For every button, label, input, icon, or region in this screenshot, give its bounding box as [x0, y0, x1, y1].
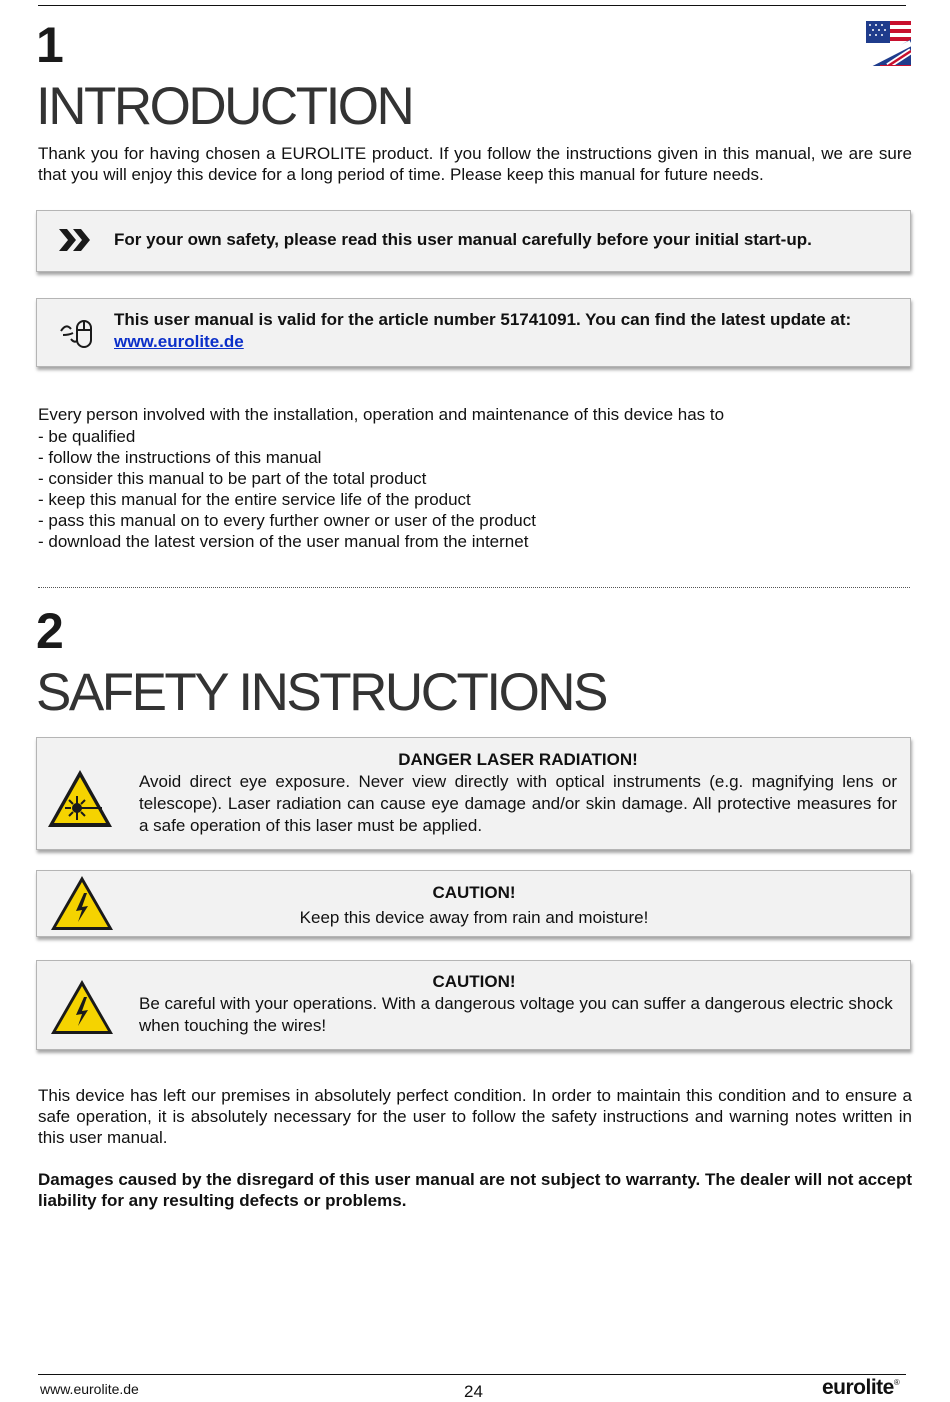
mouse-hand-icon — [57, 313, 97, 353]
section-1-title: INTRODUCTION — [36, 77, 413, 136]
double-chevron-icon — [59, 229, 93, 251]
high-voltage-warning-icon — [50, 979, 114, 1035]
warranty-paragraph: Damages caused by the disregard of this user manual are not subject to warranty. The dealer will not accept liability for any resulting defects or problems. — [38, 1170, 912, 1210]
brand-name: eurolite — [822, 1376, 894, 1399]
caution-moisture-box — [36, 870, 911, 937]
laser-danger-box — [36, 737, 911, 850]
caution-moisture-text: Keep this device away from rain and moisture! — [299, 908, 649, 927]
persons-list — [38, 426, 912, 552]
footer-rule — [38, 1374, 906, 1375]
section-divider — [38, 587, 910, 588]
section-2-title: SAFETY INSTRUCTIONS — [36, 663, 606, 722]
list-item: - follow the instructions of this manual — [38, 448, 322, 467]
caution-voltage-text: Be careful with your operations. With a dangerous voltage you can suffer a dangerous electric shock when touching the wires! — [139, 994, 893, 1035]
manual-notice-box — [36, 298, 911, 367]
laser-danger-text: Avoid direct eye exposure. Never view directly with optical instruments (e.g. magnifying lens or telescope). Laser radiation can cause eye damage and/or skin damage. All protective measures for a safe operation of this laser must be applied. — [139, 772, 897, 835]
list-item: - download the latest version of the user manual from the internet — [38, 532, 529, 551]
manual-notice-sentence: This user manual is valid for the article number 51741091. You can find the latest update at: — [114, 310, 852, 329]
manual-notice-text — [114, 309, 894, 353]
footer-website: www.eurolite.de — [40, 1381, 139, 1397]
list-item: - be qualified — [38, 427, 136, 446]
caution-voltage-heading: CAUTION! — [432, 972, 516, 991]
caution-voltage-box — [36, 960, 911, 1050]
brand-logo — [822, 1376, 899, 1400]
top-rule — [38, 5, 906, 6]
list-item: - keep this manual for the entire service life of the product — [38, 490, 471, 509]
laser-warning-icon — [46, 768, 114, 830]
safety-notice-text: For your own safety, please read this user manual carefully before your initial start-up. — [114, 230, 812, 249]
section-2-number: 2 — [36, 603, 64, 659]
eurolite-website-link[interactable]: www.eurolite.de — [114, 332, 244, 351]
high-voltage-warning-icon — [50, 875, 114, 931]
intro-paragraph: Thank you for having chosen a EUROLITE product. If you follow the instructions given in this manual, we are sure that you will enjoy this device for a long period of time. Please keep this manual for future needs. — [38, 144, 912, 184]
page-number: 24 — [464, 1382, 483, 1401]
persons-intro: Every person involved with the installation, operation and maintenance of this device has to — [38, 405, 725, 424]
caution-moisture-heading: CAUTION! — [432, 883, 516, 902]
laser-danger-heading: DANGER LASER RADIATION! — [398, 750, 638, 769]
safety-notice-box — [36, 210, 911, 272]
section-1-number: 1 — [36, 17, 64, 73]
list-item: - pass this manual on to every further owner or user of the product — [38, 511, 536, 530]
list-item: - consider this manual to be part of the total product — [38, 469, 427, 488]
brand-registered-mark: ® — [893, 1378, 900, 1387]
us-uk-flag-icon — [866, 21, 911, 66]
condition-paragraph: This device has left our premises in absolutely perfect condition. In order to maintain this condition and to ensure a safe operation, it is absolutely necessary for the user to follow the safety instructions and warning notes written in this user manual. — [38, 1086, 912, 1147]
